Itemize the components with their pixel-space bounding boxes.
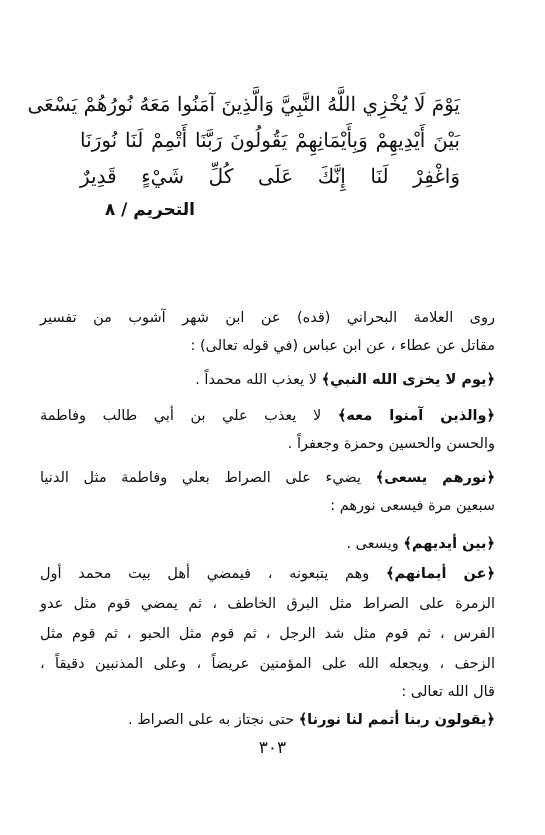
quote-line-2	[40, 401, 495, 431]
quote-6-gloss: حتى نجتاز به على الصراط .	[128, 712, 295, 728]
quote-3-gloss: يضيء على الصراط بعلي وفاطمة مثل الدنيا	[40, 470, 362, 486]
quran-verse	[27, 86, 460, 194]
quote-line-3	[40, 463, 495, 493]
quote-4: ﴿بين أيديهم﴾	[403, 536, 495, 552]
quote-1-gloss: لا يعذب الله محمداً .	[195, 372, 317, 388]
quote-line-5	[40, 559, 495, 589]
quote-4-gloss: ويسعى .	[346, 536, 399, 552]
quote-5: ﴿عن أيمانهم﴾	[385, 566, 495, 582]
quote-2-continuation: والحسن والحسين وحمزة وجعفراً .	[287, 436, 495, 452]
verse-line-2: بَيْنَ أَيْدِيهِمْ وَبِأَيْمَانِهِمْ يَقُولُونَ رَبَّنَا أَتْمِمْ لَنَا نُورَنَا	[80, 128, 460, 152]
quote-1: ﴿يوم لا يخزى الله النبي﴾	[321, 372, 495, 388]
quote-line-6	[40, 705, 495, 735]
quote-2: ﴿والذين آمنوا معه﴾	[337, 408, 495, 424]
quote-5-gloss: وهم يتبعونه ، فيمضي أهل بيت محمد أول	[40, 566, 370, 582]
intro-line-2: مقاتل عن عطاء ، عن ابن عباس (في قوله تعالى) :	[190, 338, 495, 354]
paragraph-line-1: الزمرة على الصراط مثل البرق الخاطف ، ثم يمضي قوم مثل عدو	[40, 596, 495, 612]
paragraph-line-4: قال الله تعالى :	[401, 684, 495, 700]
quote-3-continuation: سبعين مرة فيسعى نورهم :	[330, 498, 495, 514]
commentary-text	[40, 303, 495, 735]
surah-reference: التحريم / ٨	[104, 200, 195, 220]
intro-line-1: روى العلامة البحراني (قده) عن ابن شهر آشوب من تفسير	[40, 310, 495, 326]
quote-line-4	[40, 529, 495, 559]
verse-line-1: يَوْمَ لَا يُخْزِي اللَّهُ النَّبِيَّ وَالَّذِينَ آمَنُوا مَعَهُ نُورُهُمْ يَسْعَى	[27, 92, 460, 116]
quote-6: ﴿يقولون ربنا أتمم لنا نورنا﴾	[298, 712, 495, 728]
verse-line-3: وَاغْفِرْ لَنَا إِنَّكَ عَلَى كُلِّ شَيْءٍ قَدِيرٌ	[80, 164, 460, 188]
paragraph-line-2: الفرس ، ثم قوم مثل شد الرجل ، ثم قوم مثل الحبو ، ثم قوم مثل	[40, 626, 495, 642]
paragraph-line-3: الزحف ، ويجعله الله على المؤمنين عريضاً ، وعلى المذنبين دقيقاً ،	[40, 656, 495, 672]
quote-3: ﴿نورهم يسعى﴾	[375, 470, 495, 486]
quote-line-1	[40, 365, 495, 395]
page-number: ٣٠٣	[258, 738, 287, 758]
quote-2-gloss: لا يعذب علي بن أبي طالب وفاطمة	[40, 408, 322, 424]
